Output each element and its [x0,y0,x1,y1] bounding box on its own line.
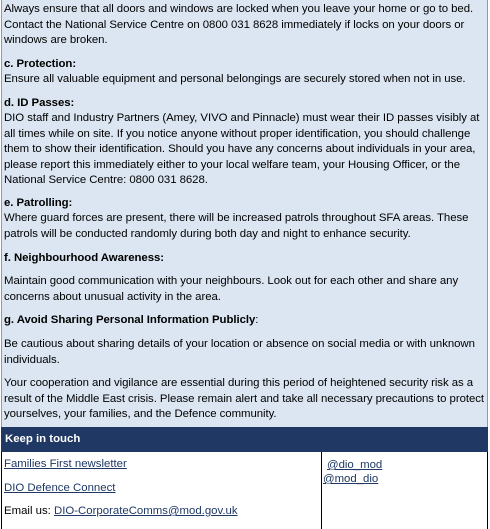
twitter-mod-dio-link[interactable]: @mod_dio [323,473,379,485]
neighbourhood-heading: f. Neighbourhood Awareness: [4,252,165,264]
sharing-heading-colon: : [255,314,259,326]
patrolling-paragraph: Where guard forces are present, there will be increased patrols throughout SFA areas. These patrols will be conducted randomly during both day and night to enhance security. [4,212,469,240]
email-label: Email us: [4,505,55,517]
neighbourhood-paragraph: Maintain good communication with your neighbours. Look out for each other and share any concerns about unusual activity in the area. [4,275,459,303]
id-passes-paragraph: DIO staff and Industry Partners (Amey, VIVO and Pinnacle) must wear their ID passes visibly at all times while on site. If you notice anyone without proper identification, you should challenge them to show their identification. Should you have any concerns about individuals in your area, please report this immediately either to your local welfare team, your Housing Officer, or the National Service Centre: 0800 031 8628. [4,112,480,187]
email-link[interactable]: DIO-CorporateComms@mod.gov.uk [54,505,238,517]
sharing-heading-text: g. Avoid Sharing Personal Information Publicly [4,314,256,326]
sharing-heading [4,313,486,329]
locks-paragraph: Always ensure that all doors and windows are locked when you leave your home or go to bed. Contact the National Service Centre on 0800 031 8628 immediately if locks on your doors or windows are broken. [4,3,474,47]
id-passes-heading: d. ID Passes: [4,97,75,109]
patrolling-heading: e. Patrolling: [4,197,73,209]
protection-heading: c. Protection: [4,58,77,70]
closing-paragraph: Your cooperation and vigilance are essential during this period of heightened security risk as a result of the Middle East crisis. Please remain alert and take all necessary precautions to protect yourselves, your families, and the Defence community. [4,377,485,421]
protection-paragraph: Ensure all valuable equipment and personal belongings are securely stored when not in use. [4,73,466,85]
twitter-dio-mod-link[interactable]: @dio_mod [327,459,383,471]
sharing-paragraph: Be cautious about sharing details of your location or absence on social media or with unknown individuals. [4,338,475,366]
defence-connect-link[interactable]: DIO Defence Connect [4,482,116,494]
newsletter-link[interactable]: Families First newsletter [4,458,127,470]
email-row [4,504,238,520]
contact-table-divider [321,452,322,529]
keep-in-touch-header: Keep in touch [1,427,488,452]
